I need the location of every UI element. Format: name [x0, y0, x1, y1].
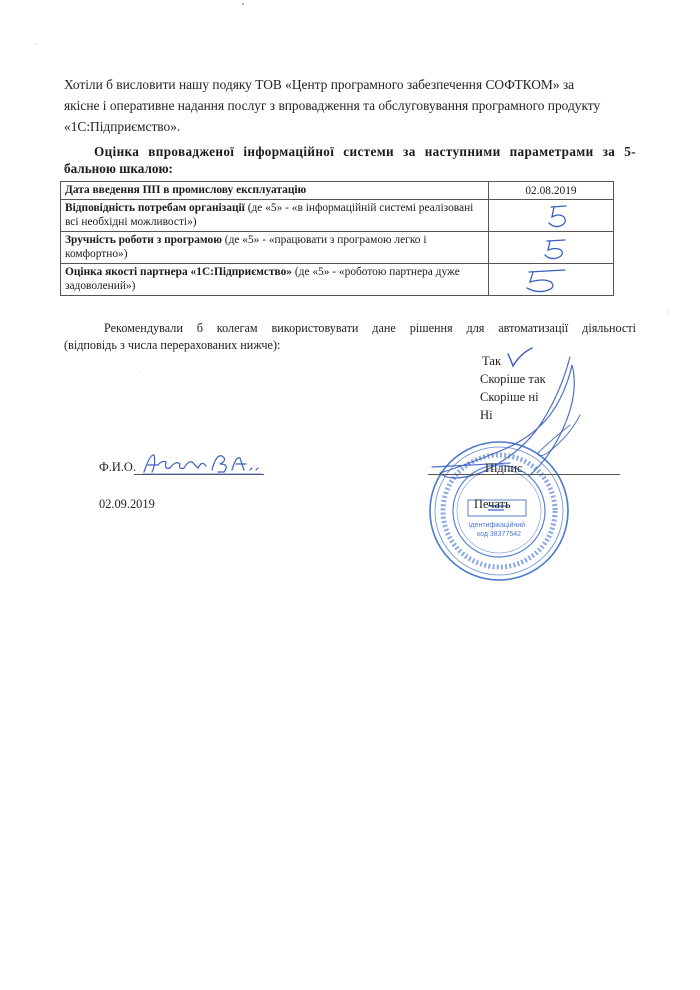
handwritten-score-5: [489, 233, 624, 263]
row-label-rest: (де «5» - «в інформаційній системі реалізовані всі необхідні можливості»): [65, 202, 474, 228]
table-value-cell: 02.08.2019: [489, 182, 614, 200]
option-rather-yes: Скоріше так: [480, 372, 546, 386]
evaluation-heading-line-2: бальною шкалою:: [64, 161, 173, 176]
row-label-bold: Зручність роботи з програмою: [65, 234, 222, 246]
signature-line: [428, 474, 620, 475]
stamp-id-line: ідентифікаційний: [468, 522, 526, 529]
row-label-rest: (де «5» - «роботою партнера дуже задоволений»): [65, 266, 460, 292]
fio-label: Ф.И.О.: [99, 460, 136, 474]
handwritten-score-5: [489, 265, 624, 295]
recommendation-line-2: (відповідь з числа перерахованих нижче):: [64, 338, 281, 352]
recommendation-line-1: Рекомендували б колегам використовувати дане рішення для автоматизації діяльності: [104, 321, 636, 335]
evaluation-heading: [64, 143, 636, 177]
intro-line-1: Хотіли б висловити нашу подяку ТОВ «Центр програмного забезпечення СОФТКОМ» за: [64, 77, 575, 92]
intro-line-3: «1С:Підприємство».: [64, 119, 181, 134]
table-label-cell: [61, 182, 489, 200]
option-rather-no: Скоріше ні: [480, 390, 539, 404]
table-label-cell: [61, 200, 489, 232]
evaluation-table: [60, 181, 614, 296]
option-no: Ні: [480, 408, 493, 422]
recommendation-paragraph: [64, 320, 636, 354]
handwritten-name: [140, 450, 265, 476]
intro-paragraph: [64, 74, 644, 137]
stamp-label: Печать: [474, 497, 511, 511]
evaluation-heading-line-1: Оцінка впровадженої інформаційної системи за наступними параметрами за 5-: [94, 144, 636, 159]
table-row: [61, 232, 614, 264]
table-row: [61, 200, 614, 232]
row-label-bold: Оцінка якості партнера «1С:Підприємство»: [65, 266, 293, 278]
row-label-bold: Дата введення ПП в промислову експлуатацію: [65, 184, 307, 196]
table-row: [61, 264, 614, 296]
handwritten-score-5: [489, 201, 624, 231]
table-row: [61, 182, 614, 200]
table-label-cell: [61, 232, 489, 264]
table-label-cell: [61, 264, 489, 296]
signature-label: Підпис: [485, 461, 523, 475]
row-label-rest: (де «5» - «працювати з програмою легко і комфортно»): [65, 234, 427, 260]
table-score-cell: [489, 200, 614, 232]
table-score-cell: [489, 264, 614, 296]
row-label-bold: Відповідність потребам організації: [65, 202, 245, 214]
table-score-cell: [489, 232, 614, 264]
document-date: 02.09.2019: [99, 497, 155, 511]
intro-line-2: якісне і оперативне надання послуг з впровадження та обслуговування програмного продукту: [64, 98, 601, 113]
stamp-code: код 38377542: [476, 531, 522, 538]
option-yes: Так: [482, 354, 502, 368]
